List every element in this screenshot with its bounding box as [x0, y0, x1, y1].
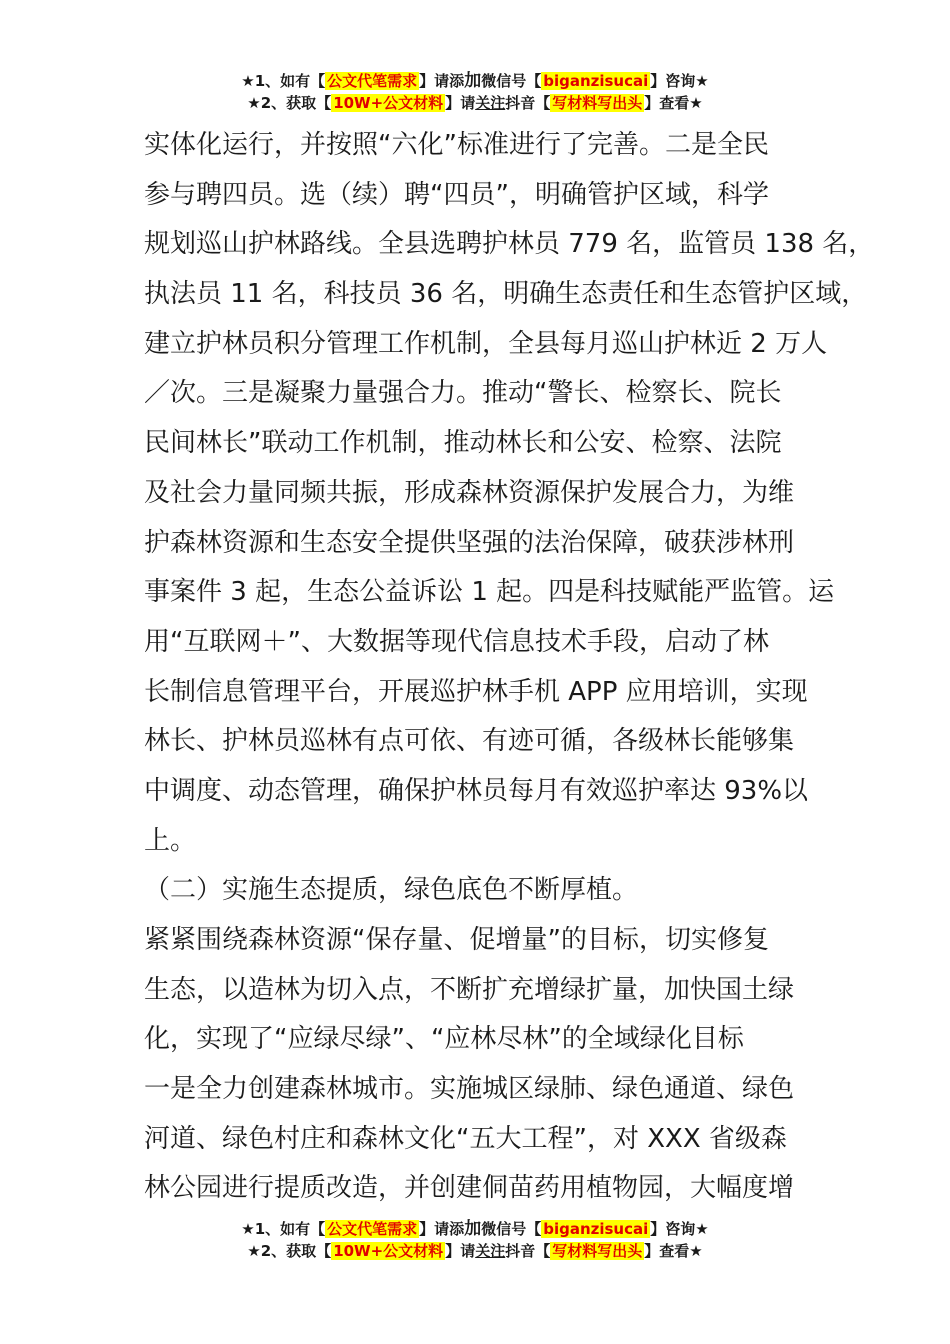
- promo-text: 】请添: [419, 1220, 465, 1238]
- promo-text: 微信号【: [481, 1220, 542, 1238]
- highlight-text: 写材料写出头: [552, 1242, 643, 1260]
- promo-text: ★1、如有【: [241, 72, 326, 90]
- promo-text: 】咨询★: [650, 1220, 709, 1238]
- body-line: 上。: [144, 825, 197, 856]
- body-line: 执法员 11 名，科技员 36 名，明确生态责任和生态管护区域，: [144, 279, 868, 310]
- promo-text: 加: [464, 1219, 482, 1239]
- body-line: 护森林资源和生态安全提供坚强的法治保障，破获涉林刑: [144, 527, 795, 558]
- footer-promo-banner: [0, 1218, 950, 1262]
- promo-line-1: [0, 1218, 950, 1240]
- highlight-text: biganzisucai: [543, 72, 649, 90]
- body-line: 生态，以造林为切入点，不断扩充增绿扩量，加快国土绿: [144, 974, 795, 1005]
- body-line: 河道、绿色村庄和森林文化“五大工程”，对 XXX 省级森: [144, 1123, 787, 1154]
- promo-text: 加: [464, 71, 482, 91]
- body-line: ／次。三是凝聚力量强合力。推动“警长、检察长、院长: [144, 378, 782, 409]
- promo-line-2: [0, 92, 950, 114]
- promo-text: 】请添: [419, 72, 465, 90]
- body-line: 中调度、动态管理，确保护林员每月有效巡护率达 93%以: [144, 775, 809, 806]
- body-line: 长制信息管理平台，开展巡护林手机 APP 应用培训，实现: [144, 676, 808, 707]
- body-line: 林长、护林员巡林有点可依、有迹可循，各级林长能够集: [144, 726, 795, 757]
- highlight-text: 写材料写出头: [552, 94, 643, 112]
- promo-text: ★1、如有【: [241, 1220, 326, 1238]
- body-line: 及社会力量同频共振，形成森林资源保护发展合力，为维: [144, 477, 795, 508]
- promo-text: 抖音【: [505, 1242, 551, 1260]
- body-line: 林公园进行提质改造，并创建侗苗药用植物园，大幅度增: [144, 1173, 795, 1204]
- body-line: 民间林长”联动工作机制，推动林长和公安、检察、法院: [144, 428, 782, 459]
- document-body: [144, 121, 875, 1214]
- promo-text: 】查看★: [644, 94, 703, 112]
- header-promo-banner: [0, 70, 950, 114]
- body-line: 紧紧围绕森林资源“保存量、促增量”的目标，切实修复: [144, 925, 769, 955]
- promo-text: 关注: [475, 1242, 506, 1260]
- body-line: 规划巡山护林路线。全县选聘护林员 779 名，监管员 138 名，: [144, 229, 875, 260]
- body-line: 参与聘四员。选（续）聘“四员”，明确管护区域，科学: [144, 179, 769, 210]
- promo-text: 】咨询★: [650, 72, 709, 90]
- body-line: 建立护林员积分管理工作机制，全县每月巡山护林近 2 万人: [144, 328, 828, 359]
- promo-text: ★2、获取【: [247, 94, 332, 112]
- promo-text: 】请: [445, 1242, 476, 1260]
- section-heading: （二）实施生态提质，绿色底色不断厚植。: [144, 875, 639, 906]
- highlight-text: 10W+公文材料: [333, 1242, 444, 1260]
- highlight-text: 公文代笔需求: [327, 72, 418, 90]
- highlight-text: 公文代笔需求: [327, 1220, 418, 1238]
- promo-line-1: [0, 70, 950, 92]
- body-line: 化，实现了“应绿尽绿”、“应林尽林”的全域绿化目标: [144, 1024, 744, 1055]
- highlight-text: biganzisucai: [543, 1220, 649, 1238]
- body-line: 一是全力创建森林城市。实施城区绿肺、绿色通道、绿色: [144, 1074, 795, 1105]
- body-line: 用“互联网＋”、大数据等现代信息技术手段，启动了林: [144, 626, 769, 657]
- promo-text: 抖音【: [505, 94, 551, 112]
- promo-text: 】查看★: [644, 1242, 703, 1260]
- promo-text: 微信号【: [481, 72, 542, 90]
- promo-text: 】请: [445, 94, 476, 112]
- promo-text: 关注: [475, 94, 506, 112]
- highlight-text: 10W+公文材料: [333, 94, 444, 112]
- body-line: 事案件 3 起，生态公益诉讼 1 起。四是科技赋能严监管。运: [144, 577, 835, 608]
- promo-text: ★2、获取【: [247, 1242, 332, 1260]
- promo-line-2: [0, 1240, 950, 1262]
- body-line: 实体化运行，并按照“六化”标准进行了完善。二是全民: [144, 130, 769, 160]
